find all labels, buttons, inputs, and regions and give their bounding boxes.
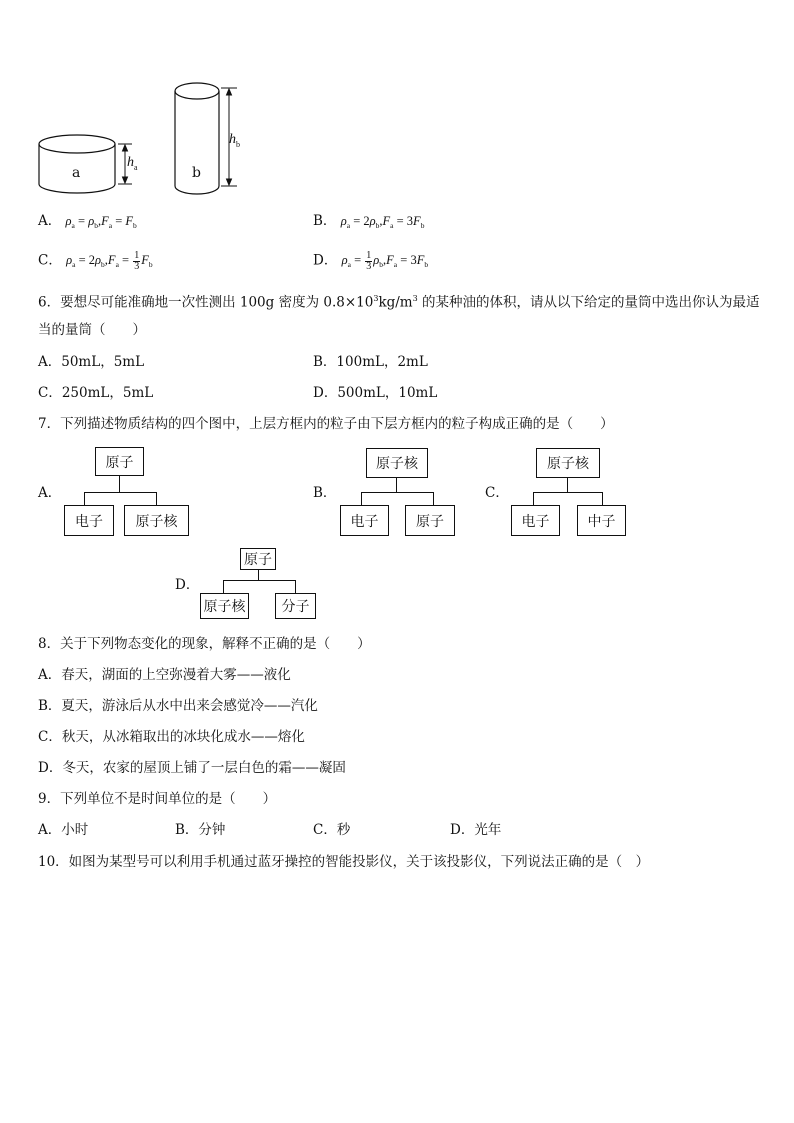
connector: [295, 580, 296, 593]
q7-a-top-box: 原子: [95, 447, 144, 476]
q6-stem-line2: 当的量筒（ ）: [38, 322, 146, 338]
q7-d-left-box: 原子核: [200, 593, 249, 619]
connector: [602, 492, 603, 505]
height-b-label: $h_b$: [229, 132, 240, 149]
q6-option-b[interactable]: B．100mL，2mL: [313, 354, 428, 370]
q6-option-a[interactable]: A．50mL，5mL: [38, 354, 145, 370]
q6-stem-line1: 6．要想尽可能准确地一次性测出 100g 密度为 $0.8\times 10^3kg/m^3$ 的某种油的体积，请从以下给定的量筒中选出你认为最适: [38, 294, 760, 311]
q9-option-a[interactable]: A．小时: [38, 822, 89, 838]
q5-option-c-expr: $\rho_a = 2\rho_b,F_a$ = $\frac{1}{3}$ $F_b$: [66, 250, 153, 272]
connector: [533, 492, 603, 493]
q7-d-right-box: 分子: [275, 593, 316, 619]
q8-option-c[interactable]: C．秋天，从冰箱取出的冰块化成水——熔化: [38, 729, 305, 745]
q7-a-right-box: 原子核: [124, 505, 189, 536]
cylinder-b-label: b: [192, 165, 201, 181]
connector: [156, 492, 157, 505]
connector: [223, 580, 296, 581]
q5-option-c[interactable]: C． $\rho_a = 2\rho_b,F_a$ = $\frac{1}{3}$ $F_b$: [38, 250, 153, 272]
connector: [84, 492, 85, 505]
q7-option-d-letter[interactable]: D．: [175, 577, 200, 593]
cylinder-a-label: a: [72, 165, 81, 181]
q9-option-b[interactable]: B．分钟: [175, 822, 226, 838]
connector: [84, 492, 157, 493]
q7-option-a-letter[interactable]: A．: [38, 485, 62, 501]
q9-option-d[interactable]: D．光年: [450, 822, 502, 838]
q7-c-top-box: 原子核: [536, 448, 600, 478]
q7-option-b-letter[interactable]: B．: [313, 485, 337, 501]
q7-a-left-box: 电子: [64, 505, 114, 536]
q6-option-c[interactable]: C．250mL，5mL: [38, 385, 154, 401]
connector: [119, 476, 120, 492]
connector: [223, 580, 224, 593]
cylinder-figure: [30, 78, 260, 198]
q7-b-right-box: 原子: [405, 505, 455, 536]
q7-stem: 7．下列描述物质结构的四个图中，上层方框内的粒子由下层方框内的粒子构成正确的是（ ）: [38, 416, 614, 432]
connector: [258, 570, 259, 580]
q8-option-b[interactable]: B．夏天，游泳后从水中出来会感觉冷——汽化: [38, 698, 318, 714]
connector: [533, 492, 534, 505]
q5-option-a[interactable]: A． $\rho_a = \rho_b,F_a = F_b$: [38, 213, 137, 230]
q5-option-b-expr: $\rho_a = 2\rho_b,F_a = 3F_b$: [340, 214, 425, 230]
connector: [396, 478, 397, 492]
connector: [361, 492, 434, 493]
q5-option-b[interactable]: B． $\rho_a = 2\rho_b,F_a = 3F_b$: [313, 213, 425, 230]
q10-stem: 10．如图为某型号可以利用手机通过蓝牙操控的智能投影仪，关于该投影仪，下列说法正确的是（ ）: [38, 854, 650, 870]
connector: [567, 478, 568, 492]
q5-option-a-expr: $\rho_a = \rho_b,F_a = F_b$: [65, 214, 137, 230]
height-a-label: $h_a$: [127, 155, 138, 172]
cylinder-a: [39, 135, 115, 193]
q8-option-a[interactable]: A．春天，湖面的上空弥漫着大雾——液化: [38, 667, 291, 683]
q8-option-d[interactable]: D．冬天，农家的屋顶上铺了一层白色的霜——凝固: [38, 760, 346, 776]
q9-option-c[interactable]: C．秒: [313, 822, 351, 838]
q6-option-d[interactable]: D．500mL，10mL: [313, 385, 438, 401]
q5-option-d[interactable]: D． $\rho_a$ = $\frac{1}{3}$ $\rho_b,F_a = 3F_b$: [313, 250, 429, 272]
q7-c-left-box: 电子: [511, 505, 560, 536]
q7-c-right-box: 中子: [577, 505, 626, 536]
q9-stem: 9．下列单位不是时间单位的是（ ）: [38, 791, 277, 807]
q7-d-top-box: 原子: [240, 548, 276, 570]
q7-option-c-letter[interactable]: C．: [485, 485, 509, 501]
q8-stem: 8．关于下列物态变化的现象，解释不正确的是（ ）: [38, 636, 371, 652]
connector: [433, 492, 434, 505]
connector: [361, 492, 362, 505]
q5-option-d-expr: $\rho_a$ = $\frac{1}{3}$ $\rho_b,F_a = 3F_b$: [341, 250, 429, 272]
q7-b-top-box: 原子核: [366, 448, 428, 478]
q7-b-left-box: 电子: [340, 505, 389, 536]
